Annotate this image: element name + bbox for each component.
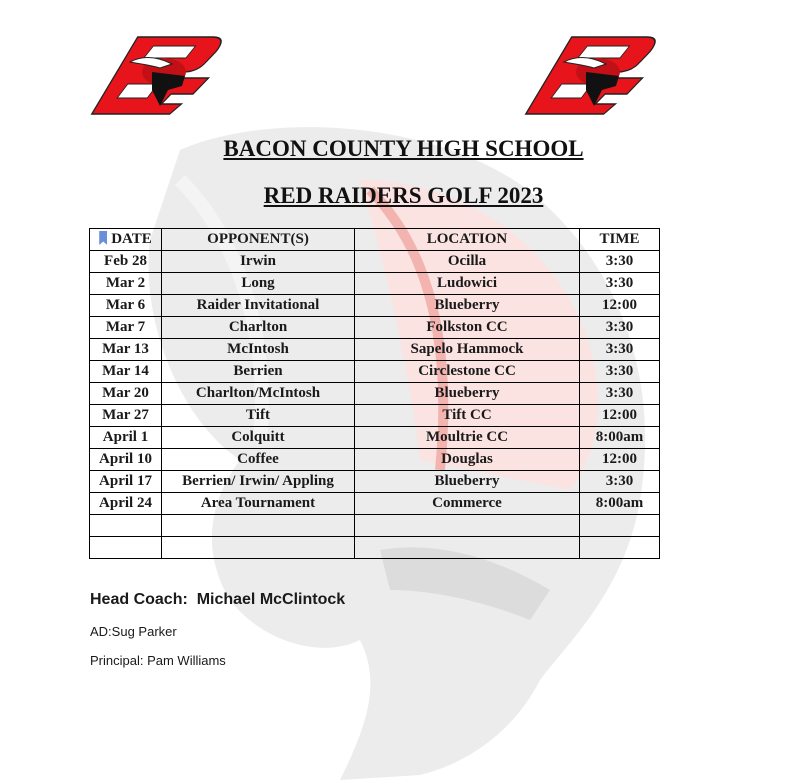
cell-date: Mar 2	[90, 273, 162, 295]
cell-location: Douglas	[355, 449, 580, 471]
table-row	[90, 383, 660, 405]
cell-time	[580, 515, 660, 537]
cell-location: Commerce	[355, 493, 580, 515]
column-header-time: TIME	[580, 229, 660, 251]
cell-time: 3:30	[580, 383, 660, 405]
cell-date: Mar 6	[90, 295, 162, 317]
column-header-date: DATE	[90, 229, 162, 251]
table-row	[90, 493, 660, 515]
table-row	[90, 295, 660, 317]
cell-opponent: Coffee	[162, 449, 355, 471]
cell-time: 3:30	[580, 273, 660, 295]
cell-time: 12:00	[580, 449, 660, 471]
cell-opponent: McIntosh	[162, 339, 355, 361]
cell-opponent: Charlton/McIntosh	[162, 383, 355, 405]
cell-opponent: Berrien/ Irwin/ Appling	[162, 471, 355, 493]
table-row	[90, 339, 660, 361]
cell-opponent: Charlton	[162, 317, 355, 339]
table-row	[90, 427, 660, 449]
cell-time: 3:30	[580, 317, 660, 339]
cell-date: April 17	[90, 471, 162, 493]
cell-opponent: Long	[162, 273, 355, 295]
cell-time	[580, 537, 660, 559]
bc-logo-right-icon	[524, 32, 674, 117]
cell-date: Feb 28	[90, 251, 162, 273]
column-header-location: LOCATION	[355, 229, 580, 251]
table-row	[90, 273, 660, 295]
athletic-director-text: AD:Sug Parker	[90, 624, 177, 639]
table-header-row	[90, 229, 660, 251]
table-row-empty	[90, 537, 660, 559]
cell-opponent	[162, 515, 355, 537]
cell-location	[355, 537, 580, 559]
cell-opponent: Raider Invitational	[162, 295, 355, 317]
table-row	[90, 405, 660, 427]
table-row-empty	[90, 515, 660, 537]
cell-location: Blueberry	[355, 471, 580, 493]
cell-time: 3:30	[580, 339, 660, 361]
cell-time: 3:30	[580, 361, 660, 383]
cell-time: 12:00	[580, 405, 660, 427]
column-header-opponent: OPPONENT(S)	[162, 229, 355, 251]
cell-location: Moultrie CC	[355, 427, 580, 449]
cell-date	[90, 537, 162, 559]
cell-time: 8:00am	[580, 427, 660, 449]
head-coach-text: Head Coach: Michael McClintock	[90, 591, 346, 608]
cell-date: April 1	[90, 427, 162, 449]
table-row	[90, 471, 660, 493]
school-name-heading: BACON COUNTY HIGH SCHOOL	[223, 136, 584, 161]
table-row	[90, 361, 660, 383]
principal-text: Principal: Pam Williams	[90, 653, 226, 668]
cell-location: Folkston CC	[355, 317, 580, 339]
cell-opponent: Irwin	[162, 251, 355, 273]
bookmark-icon[interactable]	[99, 231, 107, 245]
table-row	[90, 251, 660, 273]
cell-location: Circlestone CC	[355, 361, 580, 383]
cell-location: Blueberry	[355, 295, 580, 317]
cell-location	[355, 515, 580, 537]
cell-location: Blueberry	[355, 383, 580, 405]
schedule-title-heading: RED RAIDERS GOLF 2023	[263, 183, 544, 208]
table-row	[90, 317, 660, 339]
cell-location: Tift CC	[355, 405, 580, 427]
cell-location: Sapelo Hammock	[355, 339, 580, 361]
cell-date: Mar 7	[90, 317, 162, 339]
bc-logo-left-icon	[90, 32, 240, 117]
cell-opponent: Tift	[162, 405, 355, 427]
cell-date	[90, 515, 162, 537]
cell-location: Ludowici	[355, 273, 580, 295]
golf-schedule-table	[89, 228, 660, 559]
cell-location: Ocilla	[355, 251, 580, 273]
cell-date: Mar 27	[90, 405, 162, 427]
table-row	[90, 449, 660, 471]
cell-opponent: Berrien	[162, 361, 355, 383]
cell-date: Mar 13	[90, 339, 162, 361]
cell-time: 8:00am	[580, 493, 660, 515]
cell-date: April 10	[90, 449, 162, 471]
cell-opponent: Area Tournament	[162, 493, 355, 515]
cell-date: Mar 20	[90, 383, 162, 405]
cell-time: 12:00	[580, 295, 660, 317]
cell-opponent	[162, 537, 355, 559]
cell-opponent: Colquitt	[162, 427, 355, 449]
cell-date: April 24	[90, 493, 162, 515]
cell-time: 3:30	[580, 471, 660, 493]
cell-time: 3:30	[580, 251, 660, 273]
cell-date: Mar 14	[90, 361, 162, 383]
